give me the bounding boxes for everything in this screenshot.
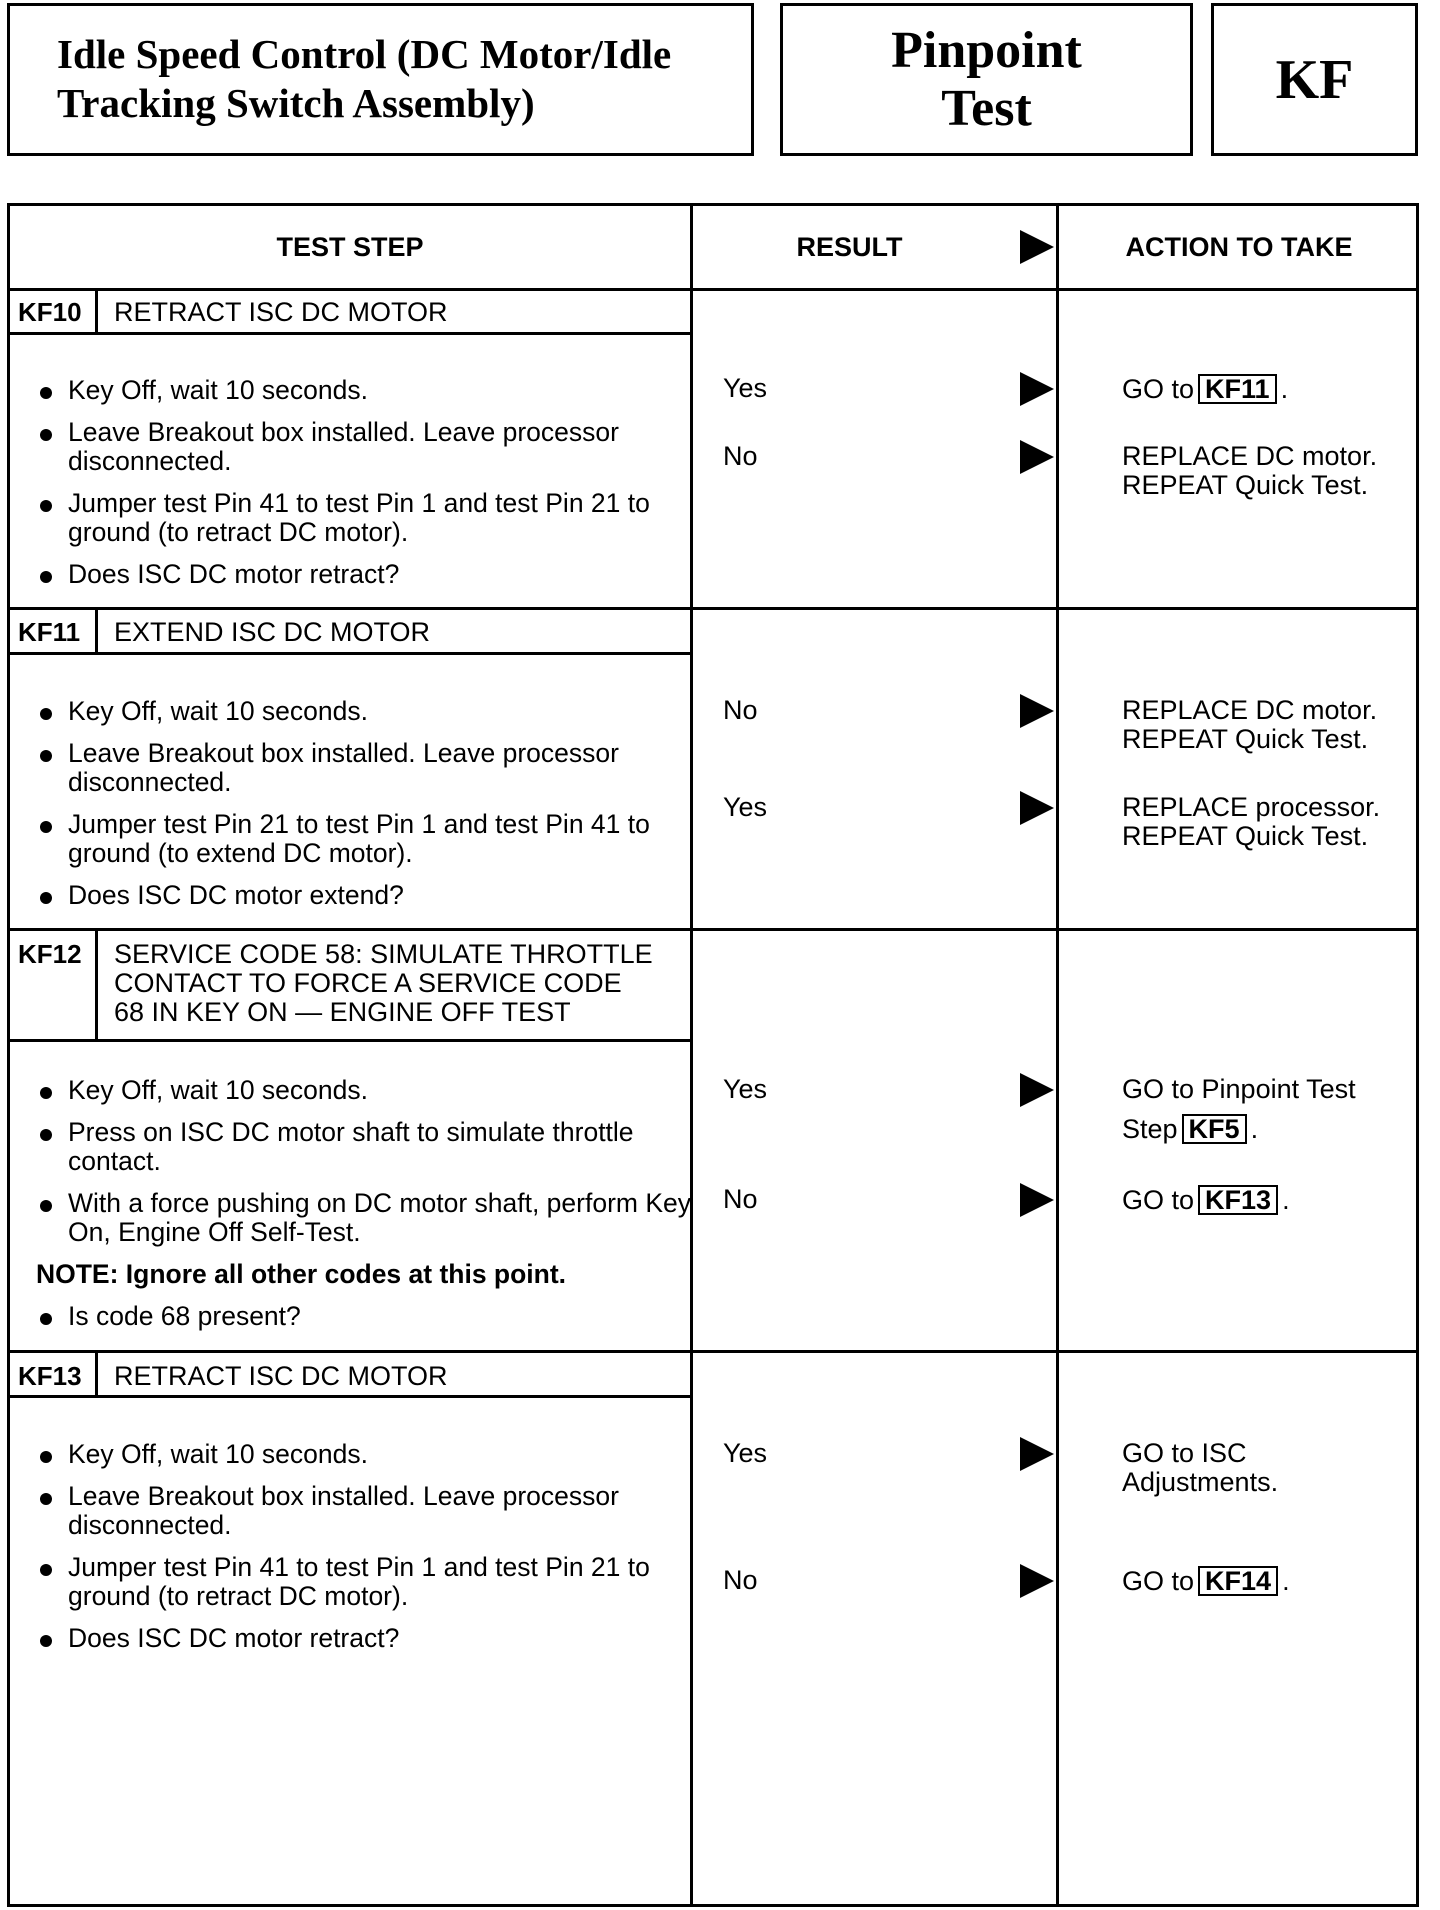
instruction-item: Key Off, wait 10 seconds. — [36, 376, 696, 405]
instruction-item: Jumper test Pin 21 to test Pin 1 and test Pin 41 to ground (to extend DC motor). — [36, 810, 696, 868]
row-divider — [10, 288, 1416, 291]
instruction-item: Key Off, wait 10 seconds. — [36, 1076, 696, 1105]
pinpoint-line-1: Pinpoint — [891, 21, 1082, 79]
instruction-item: With a force pushing on DC motor shaft, perform Key On, Engine Off Self-Test. — [36, 1189, 696, 1247]
instruction-item: Does ISC DC motor retract? — [36, 1624, 696, 1653]
step-title: RETRACT ISC DC MOTOR — [114, 1361, 448, 1391]
action-text: GO to KF11 . — [1122, 374, 1289, 404]
step-instructions — [36, 1440, 696, 1666]
arrow-icon — [1020, 791, 1054, 825]
pinpoint-line-2: Test — [941, 79, 1032, 137]
arrow-icon — [1020, 694, 1054, 728]
column-header-action: ACTION TO TAKE — [1125, 231, 1353, 262]
arrow-icon — [1020, 372, 1054, 406]
step-title: SERVICE CODE 58: SIMULATE THROTTLE CONTACT TO FORCE A SERVICE CODE 68 IN KEY ON — ENGINE OFF TEST — [114, 939, 653, 1027]
step-reference: KF14 — [1198, 1566, 1278, 1596]
instruction-item: Does ISC DC motor extend? — [36, 881, 696, 910]
step-title-underline — [10, 332, 690, 335]
result-label: No — [723, 1184, 758, 1214]
step-reference: KF13 — [1198, 1185, 1278, 1215]
test-code: KF — [1211, 3, 1418, 156]
step-instructions — [36, 1076, 696, 1344]
row-divider — [10, 928, 1416, 931]
result-label: Yes — [723, 1074, 768, 1104]
header-arrow-icon — [1020, 230, 1054, 264]
step-id: KF11 — [18, 617, 81, 647]
step-reference: KF11 — [1198, 374, 1277, 404]
step-id: KF13 — [18, 1361, 82, 1391]
pinpoint-test-table — [7, 203, 1419, 1907]
action-text: GO to KF13 . — [1122, 1185, 1290, 1215]
action-text: GO to Pinpoint Test Step KF5 . — [1122, 1074, 1356, 1144]
result-label: No — [723, 695, 758, 725]
row-divider — [10, 607, 1416, 610]
instruction-item: Key Off, wait 10 seconds. — [36, 1440, 696, 1469]
result-label: No — [723, 1565, 758, 1595]
page-title-line-1: Idle Speed Control (DC Motor/Idle — [57, 31, 672, 77]
step-title-underline — [10, 652, 690, 655]
note-text: NOTE: Ignore all other codes at this point. — [36, 1259, 567, 1289]
action-text: REPLACE DC motor. REPEAT Quick Test. — [1122, 695, 1378, 754]
result-label: No — [723, 441, 758, 471]
column-header-test-step: TEST STEP — [276, 231, 424, 262]
step-id: KF10 — [18, 297, 82, 327]
arrow-icon — [1020, 1564, 1054, 1598]
arrow-icon — [1020, 1073, 1054, 1107]
instruction-item: Leave Breakout box installed. Leave processor disconnected. — [36, 1482, 696, 1540]
step-title-underline — [10, 1395, 690, 1398]
step-id-divider — [95, 291, 98, 333]
step-id-divider — [95, 931, 98, 1041]
pinpoint-test-label — [780, 3, 1193, 156]
action-text: GO to KF14 . — [1122, 1566, 1290, 1596]
action-text: REPLACE processor. REPEAT Quick Test. — [1122, 792, 1381, 851]
page-title-line-2: Tracking Switch Assembly) — [57, 80, 535, 126]
instruction-item: Leave Breakout box installed. Leave processor disconnected. — [36, 418, 696, 476]
arrow-icon — [1020, 440, 1054, 474]
instruction-item: Key Off, wait 10 seconds. — [36, 697, 696, 726]
action-text: GO to ISC Adjustments. — [1122, 1438, 1279, 1497]
row-divider — [10, 1350, 1416, 1353]
instruction-item: Leave Breakout box installed. Leave processor disconnected. — [36, 739, 696, 797]
step-title: EXTEND ISC DC MOTOR — [114, 617, 431, 647]
column-divider — [1056, 206, 1059, 1904]
step-id-divider — [95, 1353, 98, 1396]
step-reference: KF5 — [1182, 1114, 1247, 1144]
page-title — [7, 3, 754, 156]
step-id: KF12 — [18, 939, 82, 969]
arrow-icon — [1020, 1437, 1054, 1471]
action-text: REPLACE DC motor. REPEAT Quick Test. — [1122, 441, 1378, 500]
step-title-underline — [10, 1039, 690, 1042]
instruction-item: Jumper test Pin 41 to test Pin 1 and test Pin 21 to ground (to retract DC motor). — [36, 1553, 696, 1611]
result-label: Yes — [723, 1438, 768, 1468]
step-instructions — [36, 376, 696, 602]
arrow-icon — [1020, 1183, 1054, 1217]
step-title: RETRACT ISC DC MOTOR — [114, 297, 448, 327]
instruction-item: Press on ISC DC motor shaft to simulate throttle contact. — [36, 1118, 696, 1176]
instruction-item: Does ISC DC motor retract? — [36, 560, 696, 589]
column-header-result: RESULT — [796, 231, 903, 262]
instruction-item: Is code 68 present? — [36, 1302, 696, 1331]
result-label: Yes — [723, 792, 768, 822]
instruction-item: Jumper test Pin 41 to test Pin 1 and test Pin 21 to ground (to retract DC motor). — [36, 489, 696, 547]
step-id-divider — [95, 610, 98, 653]
result-label: Yes — [723, 373, 768, 403]
step-instructions — [36, 697, 696, 923]
